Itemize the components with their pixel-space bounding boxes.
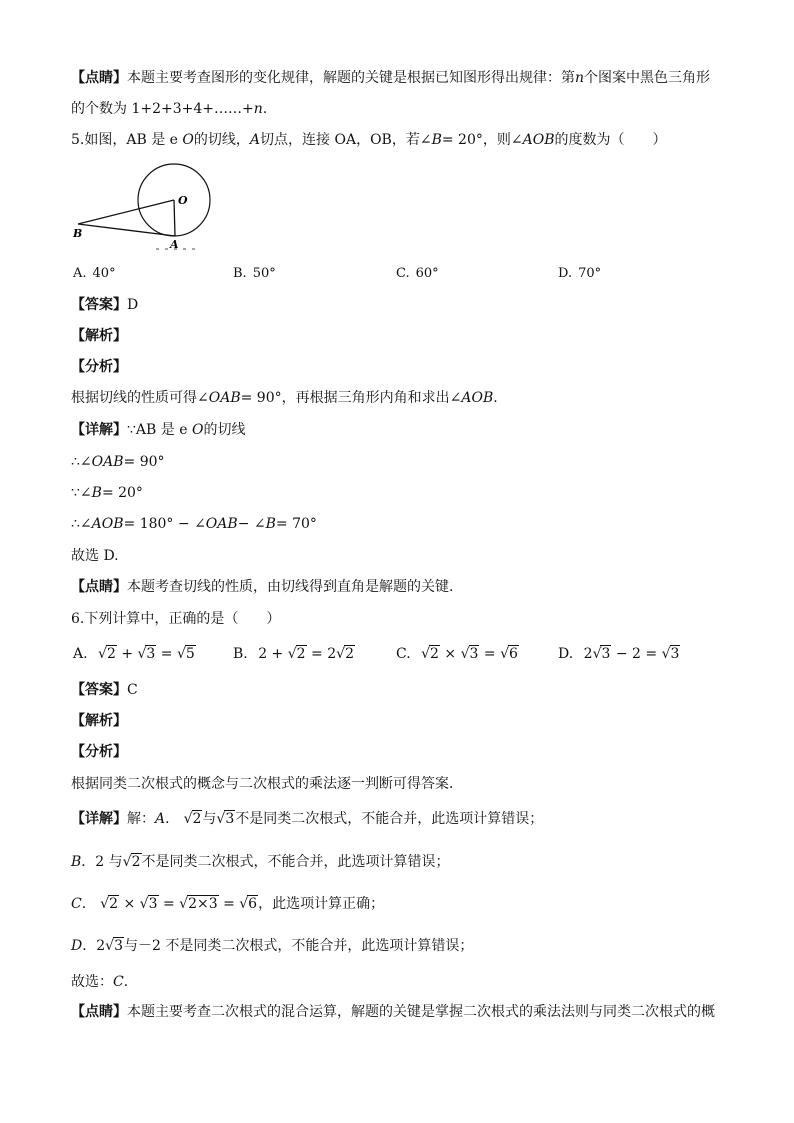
option-label: C. bbox=[396, 266, 410, 281]
option-value: 70° bbox=[578, 266, 602, 281]
term: − 2 = bbox=[615, 646, 658, 662]
option-label: B. bbox=[233, 266, 247, 281]
term: = 2 bbox=[311, 646, 337, 662]
var-AOB: AOB bbox=[91, 516, 124, 532]
sqrt: √5 bbox=[176, 646, 195, 662]
radicand: 2 bbox=[106, 646, 116, 662]
radicand: 3 bbox=[225, 811, 235, 827]
step-value: = 90° bbox=[123, 454, 165, 470]
q5-stem-b: 的切线， bbox=[193, 132, 250, 148]
remark-text-b: 个图案中黑色三角形 bbox=[584, 70, 711, 86]
op: = bbox=[483, 646, 496, 662]
option-value: 50° bbox=[252, 266, 276, 281]
step-value: = 70° bbox=[275, 516, 317, 532]
q5-stem-c: 切点，连接 OA，OB，若∠ bbox=[260, 132, 432, 148]
var-OAB: OAB bbox=[208, 390, 241, 406]
q6-fenxi-text bbox=[71, 774, 463, 794]
var-AOB: AOB bbox=[522, 132, 555, 148]
tangent-figure bbox=[68, 160, 218, 256]
detail-prefix: 解： bbox=[127, 811, 155, 827]
q5-option-c bbox=[396, 264, 439, 284]
option-value: 60° bbox=[415, 266, 439, 281]
choose-text: 故选 D. bbox=[71, 548, 119, 564]
radicand: 3 bbox=[601, 646, 611, 662]
var-B: B bbox=[71, 854, 82, 870]
dot: ． bbox=[165, 811, 180, 827]
detail-tag: 【详解】 bbox=[71, 422, 127, 438]
var-B: B bbox=[431, 132, 442, 148]
var-n: n bbox=[253, 101, 263, 117]
radicand: 2 bbox=[131, 854, 141, 870]
sqrt: √2 bbox=[122, 854, 141, 870]
q5-option-a bbox=[73, 264, 116, 284]
option-label: D. bbox=[558, 266, 573, 281]
q6-remark bbox=[71, 1002, 715, 1022]
var-B: B bbox=[265, 516, 276, 532]
sqrt: √2 bbox=[336, 646, 354, 662]
var-C: C bbox=[113, 974, 124, 990]
dot: ． bbox=[123, 974, 138, 990]
var-O: O bbox=[191, 422, 204, 438]
radicand: 3 bbox=[148, 896, 158, 912]
label-o: O bbox=[178, 194, 188, 207]
period: . bbox=[262, 101, 268, 117]
dot: ． bbox=[81, 896, 96, 912]
op: = bbox=[223, 896, 235, 912]
answer-value: D bbox=[127, 297, 139, 313]
sqrt: √2×3 bbox=[179, 896, 218, 912]
q6-option-d bbox=[558, 644, 680, 664]
step-value: = 20° bbox=[101, 485, 143, 501]
answer-tag: 【答案】 bbox=[71, 682, 127, 698]
op: × bbox=[123, 896, 136, 912]
circle-symbol: e bbox=[179, 422, 188, 438]
q5-stem-e: 的度数为（ ） bbox=[554, 132, 667, 148]
var-A: A bbox=[155, 811, 166, 827]
sqrt: √3 bbox=[137, 646, 156, 662]
fenxi-b: = 90°，再根据三角形内角和求出∠ bbox=[240, 390, 462, 406]
var-D: D bbox=[71, 938, 83, 954]
detail-tag: 【详解】 bbox=[71, 811, 127, 827]
detail-text: 不是同类二次根式，不能合并，此选项计算错误； bbox=[141, 854, 450, 870]
radicand: 6 bbox=[509, 646, 518, 662]
remark-sum: 的个数为 1+2+3+4+……+ bbox=[71, 101, 254, 117]
analysis-tag: 【解析】 bbox=[71, 328, 127, 344]
q5-stem-a: 5.如图，AB 是 bbox=[71, 132, 166, 148]
q6-answer bbox=[71, 680, 138, 700]
detail-a: ∵AB 是 bbox=[127, 422, 175, 438]
option-value: 40° bbox=[92, 266, 116, 281]
radicand: 6 bbox=[248, 896, 258, 912]
step-symbol: ∴∠ bbox=[71, 516, 92, 532]
sqrt: √3 bbox=[592, 646, 611, 662]
q6-option-c bbox=[396, 644, 519, 664]
q6-fenxi bbox=[71, 742, 127, 762]
step-part: = 180° − ∠ bbox=[123, 516, 206, 532]
radicand: 2×3 bbox=[188, 896, 218, 912]
remark-tag: 【点睛】 bbox=[71, 579, 127, 595]
sqrt: √2 bbox=[183, 811, 202, 827]
q6-detail-d bbox=[71, 936, 473, 956]
sqrt: √2 bbox=[287, 646, 306, 662]
segment-ob bbox=[78, 200, 174, 224]
var-O: O bbox=[182, 132, 194, 148]
option-label: A. bbox=[73, 266, 87, 281]
q5-fenxi-text bbox=[71, 388, 498, 408]
prev-remark-line1 bbox=[71, 68, 710, 88]
detail-b: 的切线 bbox=[203, 422, 246, 438]
q5-choose bbox=[71, 546, 119, 566]
q6-stem-text: 6.下列计算中，正确的是（ ） bbox=[71, 611, 281, 627]
sqrt: √3 bbox=[460, 646, 479, 662]
q5-stem bbox=[71, 130, 667, 150]
var-OAB: OAB bbox=[91, 454, 124, 470]
answer-value: C bbox=[127, 682, 138, 698]
remark-text: 本题主要考查二次根式的混合运算，解题的关键是掌握二次根式的乘法法则与同类二次根式的概 bbox=[127, 1004, 715, 1020]
var-n: n bbox=[575, 70, 585, 86]
term: 2 bbox=[583, 646, 593, 662]
q5-step2 bbox=[71, 483, 143, 503]
circle-symbol: e bbox=[169, 132, 178, 148]
option-label: C. bbox=[396, 646, 411, 662]
detail-prefix: ．2 与 bbox=[81, 854, 123, 870]
segment-ab bbox=[78, 224, 175, 236]
radicand: 2 bbox=[296, 646, 306, 662]
sqrt: √6 bbox=[239, 896, 258, 912]
var-A: A bbox=[249, 132, 261, 148]
step-symbol: ∴∠ bbox=[71, 454, 92, 470]
fenxi-tag: 【分析】 bbox=[71, 744, 127, 760]
sqrt: √3 bbox=[661, 646, 680, 662]
conj: 与 bbox=[202, 811, 217, 827]
prev-remark-line2 bbox=[71, 99, 267, 119]
option-label: D. bbox=[558, 646, 574, 662]
radicand: 2 bbox=[345, 646, 354, 662]
period: . bbox=[493, 390, 498, 406]
step-part: − ∠ bbox=[237, 516, 266, 532]
q5-remark bbox=[71, 577, 453, 597]
segment-oa bbox=[174, 200, 175, 236]
q6-detail-a bbox=[71, 809, 543, 829]
q6-stem bbox=[71, 609, 280, 629]
q6-detail-c bbox=[71, 894, 384, 914]
fenxi-text: 根据同类二次根式的概念与二次根式的乘法逐一判断可得答案． bbox=[71, 776, 463, 792]
radicand: 3 bbox=[114, 938, 123, 954]
radicand: 2 bbox=[109, 896, 119, 912]
term: 2 + bbox=[258, 646, 284, 662]
sqrt: √3 bbox=[216, 811, 235, 827]
q5-detail bbox=[71, 420, 245, 440]
sqrt: √2 bbox=[421, 646, 439, 662]
q6-analysis bbox=[71, 711, 127, 731]
sqrt: √6 bbox=[500, 646, 518, 662]
q5-option-d bbox=[558, 264, 601, 284]
var-B: B bbox=[91, 485, 102, 501]
q5-stem-d: = 20°，则∠ bbox=[441, 132, 523, 148]
fenxi-tag: 【分析】 bbox=[71, 359, 127, 375]
radicand: 5 bbox=[185, 646, 195, 662]
var-C: C bbox=[71, 896, 82, 912]
remark-text: 本题考查切线的性质，由切线得到直角是解题的关键. bbox=[127, 579, 454, 595]
var-AOB: AOB bbox=[461, 390, 494, 406]
op: × bbox=[444, 646, 457, 662]
remark-tag: 【点睛】 bbox=[71, 70, 127, 86]
sqrt: √2 bbox=[100, 896, 119, 912]
choose-text: 故选： bbox=[71, 974, 113, 990]
label-b: B bbox=[73, 227, 83, 240]
q5-step3 bbox=[71, 514, 317, 534]
analysis-tag: 【解析】 bbox=[71, 713, 127, 729]
op: + bbox=[121, 646, 134, 662]
q6-option-a bbox=[73, 644, 196, 664]
detail-text: 与－2 不是同类二次根式，不能合并，此选项计算错误； bbox=[124, 938, 474, 954]
radicand: 3 bbox=[469, 646, 479, 662]
q5-step1 bbox=[71, 452, 165, 472]
detail-text: ，此选项计算正确； bbox=[258, 896, 385, 912]
radicand: 2 bbox=[430, 646, 439, 662]
q5-answer bbox=[71, 295, 138, 315]
remark-tag: 【点睛】 bbox=[71, 1004, 127, 1020]
radicand: 3 bbox=[670, 646, 680, 662]
sqrt: √3 bbox=[139, 896, 158, 912]
remark-text: 本题主要考查图形的变化规律，解题的关键是根据已知图形得出规律：第 bbox=[127, 70, 575, 86]
q5-fenxi bbox=[71, 357, 127, 377]
fenxi-a: 根据切线的性质可得∠ bbox=[71, 390, 209, 406]
step-symbol: ∵∠ bbox=[71, 485, 92, 501]
detail-text: 不是同类二次根式，不能合并，此选项计算错误； bbox=[235, 811, 544, 827]
radicand: 2 bbox=[192, 811, 202, 827]
q6-choose bbox=[71, 972, 138, 992]
sqrt: √2 bbox=[98, 646, 116, 662]
detail-prefix: ．2 bbox=[82, 938, 106, 954]
option-label: A. bbox=[73, 646, 88, 662]
radicand: 3 bbox=[146, 646, 156, 662]
q6-option-b bbox=[233, 644, 355, 664]
option-label: B. bbox=[233, 646, 248, 662]
q6-detail-b bbox=[71, 852, 450, 872]
op: = bbox=[162, 896, 175, 912]
q5-analysis bbox=[71, 326, 127, 346]
answer-tag: 【答案】 bbox=[71, 297, 127, 313]
var-OAB: OAB bbox=[205, 516, 238, 532]
op: = bbox=[160, 646, 173, 662]
label-a: A bbox=[170, 238, 179, 251]
q5-option-b bbox=[233, 264, 276, 284]
sqrt: √3 bbox=[105, 938, 123, 954]
